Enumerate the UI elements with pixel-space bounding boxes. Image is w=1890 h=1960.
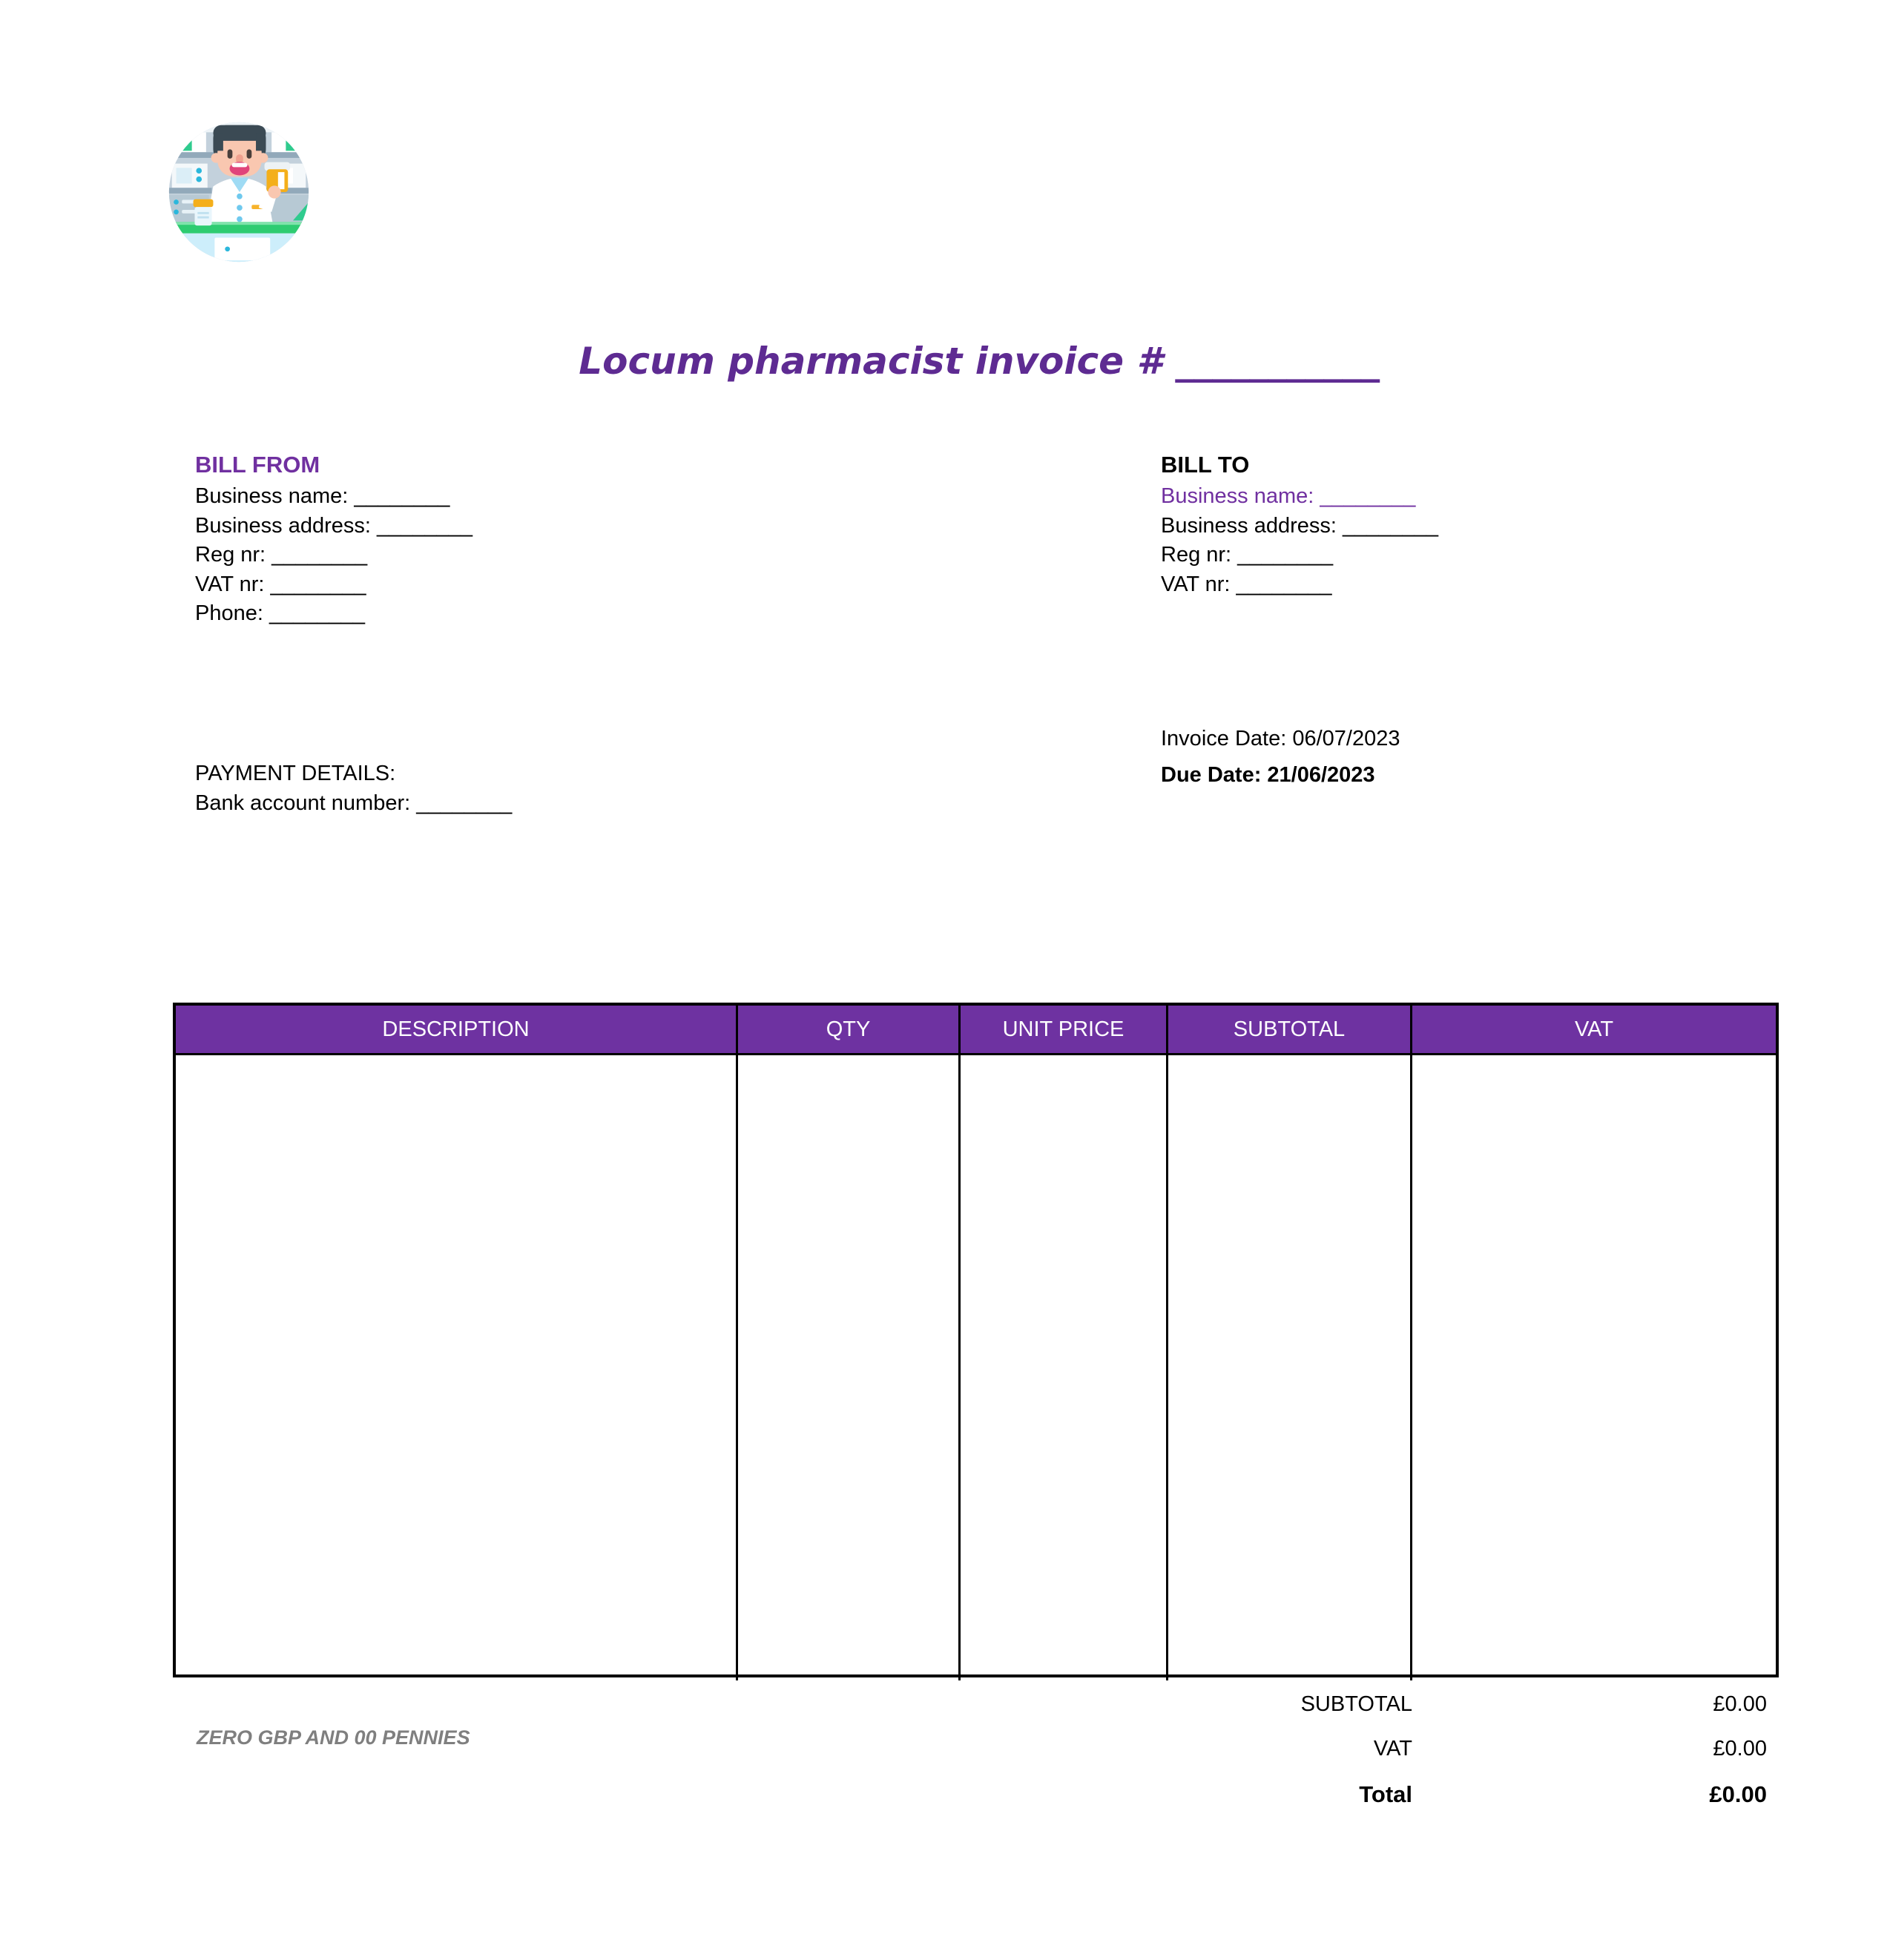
amount-in-words: ZERO GBP AND 00 PENNIES <box>197 1726 470 1749</box>
subtotal-column <box>1168 1055 1412 1680</box>
bill-from-heading: BILL FROM <box>195 452 320 478</box>
column-header-unit-price: UNIT PRICE <box>961 1006 1168 1053</box>
bill-from-section <box>195 448 472 629</box>
bill-to-heading: BILL TO <box>1161 452 1250 478</box>
bill-to-vat-nr: VAT nr: ________ <box>1161 572 1332 596</box>
subtotal-value: £0.00 <box>1713 1692 1767 1716</box>
invoice-number-blank: ___________ <box>1175 340 1380 383</box>
bill-from-business-address: Business address: ________ <box>195 513 473 538</box>
vat-value: £0.00 <box>1713 1737 1767 1761</box>
vat-column <box>1412 1055 1776 1680</box>
pharmacist-at-counter-icon <box>168 121 310 263</box>
grand-total-label: Total <box>1359 1781 1412 1807</box>
vat-label: VAT <box>1373 1737 1412 1761</box>
column-header-subtotal: SUBTOTAL <box>1168 1006 1412 1053</box>
bank-account-number: Bank account number: ________ <box>195 791 513 815</box>
grand-total-row <box>964 1781 1767 1808</box>
subtotal-row <box>964 1692 1767 1717</box>
grand-total-value: £0.00 <box>1709 1781 1767 1807</box>
bill-to-business-name: Business name: ________ <box>1161 484 1416 508</box>
dates-section <box>1161 721 1400 793</box>
bill-to-section <box>1161 448 1438 599</box>
column-header-vat: VAT <box>1574 1017 1614 1041</box>
pharmacist-logo-icon <box>168 121 310 263</box>
table-body-empty <box>176 1055 1776 1680</box>
column-header-qty: QTY <box>738 1006 961 1053</box>
line-items-table <box>173 1003 1779 1677</box>
column-header-description: DESCRIPTION <box>176 1006 738 1053</box>
bill-from-reg-nr: Reg nr: ________ <box>195 543 368 567</box>
vat-row <box>964 1737 1767 1761</box>
bill-from-vat-nr: VAT nr: ________ <box>195 572 366 596</box>
qty-column <box>738 1055 961 1680</box>
page-title-text: Locum pharmacist invoice # <box>579 340 1176 383</box>
bill-to-reg-nr: Reg nr: ________ <box>1161 543 1334 567</box>
bill-from-business-name: Business name: ________ <box>195 484 450 508</box>
description-column <box>176 1055 738 1680</box>
unit-price-column <box>961 1055 1168 1680</box>
bill-to-business-address: Business address: ________ <box>1161 513 1439 538</box>
invoice-date: Invoice Date: 06/07/2023 <box>1161 727 1400 750</box>
page-title <box>579 340 1379 383</box>
payment-details-section <box>195 759 512 818</box>
table-header-row <box>176 1006 1776 1055</box>
subtotal-label: SUBTOTAL <box>1300 1692 1412 1716</box>
bill-from-phone: Phone: ________ <box>195 601 365 625</box>
due-date: Due Date: 21/06/2023 <box>1161 763 1375 787</box>
payment-details-heading: PAYMENT DETAILS: <box>195 762 396 785</box>
